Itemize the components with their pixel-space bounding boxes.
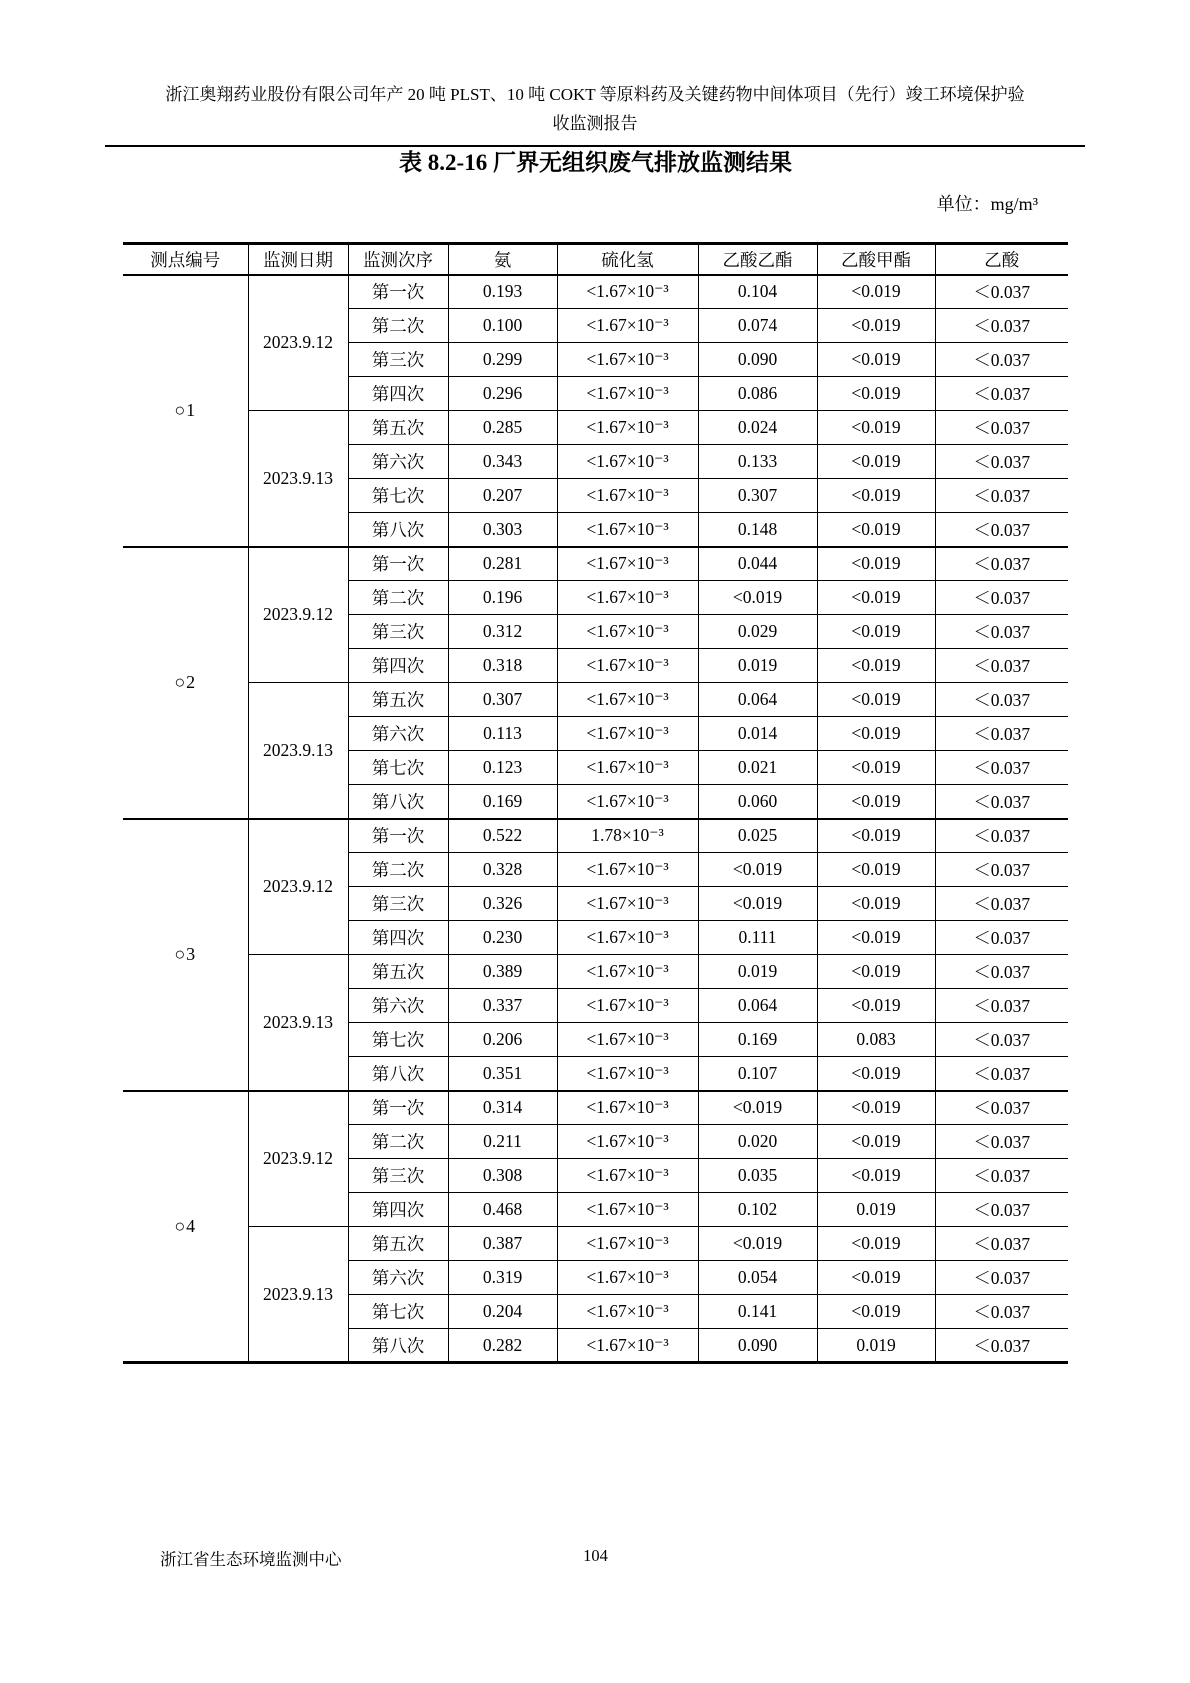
column-header-methyl-acetate: 乙酸甲酯	[817, 244, 935, 275]
value-cell: <1.67×10⁻³	[557, 1125, 698, 1159]
value-cell: <0.019	[817, 785, 935, 819]
value-cell: <0.019	[817, 921, 935, 955]
value-cell: <1.67×10⁻³	[557, 887, 698, 921]
date-cell: 2023.9.12	[248, 275, 348, 411]
value-cell: 0.326	[448, 887, 557, 921]
footer	[123, 1546, 1068, 1570]
sequence-cell: 第七次	[348, 1023, 448, 1057]
value-cell: ＜0.037	[935, 717, 1068, 751]
value-cell: 0.060	[698, 785, 817, 819]
value-cell: ＜0.037	[935, 955, 1068, 989]
monitoring-table	[123, 242, 1068, 1364]
date-cell: 2023.9.12	[248, 1091, 348, 1227]
column-header-date: 监测日期	[248, 244, 348, 275]
sequence-cell: 第八次	[348, 785, 448, 819]
sequence-cell: 第五次	[348, 1227, 448, 1261]
sequence-cell: 第三次	[348, 343, 448, 377]
table-row	[123, 411, 1068, 445]
value-cell: <1.67×10⁻³	[557, 853, 698, 887]
value-cell: <1.67×10⁻³	[557, 1023, 698, 1057]
value-cell: ＜0.037	[935, 1193, 1068, 1227]
point-id-cell: ○3	[123, 819, 248, 1091]
value-cell: <1.67×10⁻³	[557, 1227, 698, 1261]
value-cell: 0.086	[698, 377, 817, 411]
value-cell: <1.67×10⁻³	[557, 989, 698, 1023]
value-cell: <0.019	[817, 615, 935, 649]
value-cell: 0.285	[448, 411, 557, 445]
table-row	[123, 819, 1068, 853]
value-cell: <0.019	[817, 547, 935, 581]
value-cell: ＜0.037	[935, 513, 1068, 547]
value-cell: 0.328	[448, 853, 557, 887]
value-cell: <0.019	[817, 479, 935, 513]
sequence-cell: 第一次	[348, 275, 448, 309]
value-cell: 0.312	[448, 615, 557, 649]
value-cell: 0.014	[698, 717, 817, 751]
value-cell: ＜0.037	[935, 819, 1068, 853]
value-cell: 0.029	[698, 615, 817, 649]
value-cell: ＜0.037	[935, 1329, 1068, 1363]
value-cell: <0.019	[817, 1261, 935, 1295]
sequence-cell: 第八次	[348, 513, 448, 547]
value-cell: <0.019	[817, 1295, 935, 1329]
sequence-cell: 第三次	[348, 887, 448, 921]
value-cell: 0.141	[698, 1295, 817, 1329]
sequence-cell: 第七次	[348, 1295, 448, 1329]
value-cell: 0.148	[698, 513, 817, 547]
table-row	[123, 955, 1068, 989]
value-cell: 0.024	[698, 411, 817, 445]
value-cell: 0.035	[698, 1159, 817, 1193]
table-row	[123, 1091, 1068, 1125]
value-cell: ＜0.037	[935, 411, 1068, 445]
value-cell: ＜0.037	[935, 683, 1068, 717]
value-cell: 0.319	[448, 1261, 557, 1295]
value-cell: ＜0.037	[935, 887, 1068, 921]
value-cell: <1.67×10⁻³	[557, 1261, 698, 1295]
value-cell: <1.67×10⁻³	[557, 1159, 698, 1193]
value-cell: ＜0.037	[935, 615, 1068, 649]
point-id-cell: ○4	[123, 1091, 248, 1363]
value-cell: 0.064	[698, 989, 817, 1023]
value-cell: <1.67×10⁻³	[557, 751, 698, 785]
value-cell: <1.67×10⁻³	[557, 411, 698, 445]
report-header	[105, 80, 1085, 147]
value-cell: 0.206	[448, 1023, 557, 1057]
value-cell: <0.019	[817, 581, 935, 615]
sequence-cell: 第四次	[348, 921, 448, 955]
value-cell: <0.019	[817, 445, 935, 479]
value-cell: <1.67×10⁻³	[557, 479, 698, 513]
table-row	[123, 275, 1068, 309]
value-cell: <0.019	[817, 1227, 935, 1261]
value-cell: ＜0.037	[935, 649, 1068, 683]
sequence-cell: 第七次	[348, 479, 448, 513]
value-cell: 0.019	[698, 955, 817, 989]
date-cell: 2023.9.12	[248, 819, 348, 955]
page-number: 104	[583, 1546, 608, 1565]
value-cell: <1.67×10⁻³	[557, 1057, 698, 1091]
value-cell: <0.019	[817, 751, 935, 785]
value-cell: 0.282	[448, 1329, 557, 1363]
sequence-cell: 第二次	[348, 309, 448, 343]
value-cell: <0.019	[817, 1057, 935, 1091]
value-cell: 0.169	[448, 785, 557, 819]
table-header-row	[123, 244, 1068, 275]
value-cell: ＜0.037	[935, 445, 1068, 479]
value-cell: 0.318	[448, 649, 557, 683]
value-cell: <1.67×10⁻³	[557, 377, 698, 411]
value-cell: 0.025	[698, 819, 817, 853]
value-cell: 1.78×10⁻³	[557, 819, 698, 853]
date-cell: 2023.9.13	[248, 683, 348, 819]
value-cell: 0.296	[448, 377, 557, 411]
column-header-ammonia: 氨	[448, 244, 557, 275]
sequence-cell: 第四次	[348, 377, 448, 411]
table-row	[123, 547, 1068, 581]
value-cell: ＜0.037	[935, 1023, 1068, 1057]
value-cell: 0.307	[448, 683, 557, 717]
sequence-cell: 第三次	[348, 1159, 448, 1193]
value-cell: <1.67×10⁻³	[557, 547, 698, 581]
value-cell: 0.230	[448, 921, 557, 955]
sequence-cell: 第二次	[348, 1125, 448, 1159]
value-cell: <0.019	[817, 955, 935, 989]
sequence-cell: 第八次	[348, 1329, 448, 1363]
table-body	[123, 275, 1068, 1363]
unit-label: 单位：mg/m³	[936, 194, 1038, 214]
value-cell: ＜0.037	[935, 479, 1068, 513]
sequence-cell: 第四次	[348, 649, 448, 683]
column-header-h2s: 硫化氢	[557, 244, 698, 275]
value-cell: 0.113	[448, 717, 557, 751]
sequence-cell: 第四次	[348, 1193, 448, 1227]
value-cell: <1.67×10⁻³	[557, 581, 698, 615]
value-cell: <1.67×10⁻³	[557, 309, 698, 343]
value-cell: 0.104	[698, 275, 817, 309]
value-cell: <0.019	[817, 411, 935, 445]
value-cell: ＜0.037	[935, 1261, 1068, 1295]
table-title: 表 8.2-16 厂界无组织废气排放监测结果	[399, 150, 792, 175]
footer-organization: 浙江省生态环境监测中心	[160, 1550, 342, 1569]
date-cell: 2023.9.13	[248, 411, 348, 547]
value-cell: 0.389	[448, 955, 557, 989]
value-cell: ＜0.037	[935, 751, 1068, 785]
value-cell: <1.67×10⁻³	[557, 955, 698, 989]
value-cell: 0.308	[448, 1159, 557, 1193]
value-cell: 0.123	[448, 751, 557, 785]
value-cell: 0.299	[448, 343, 557, 377]
value-cell: 0.207	[448, 479, 557, 513]
report-header-line2: 收监测报告	[552, 114, 638, 133]
value-cell: <0.019	[817, 649, 935, 683]
value-cell: 0.090	[698, 1329, 817, 1363]
point-id-cell: ○1	[123, 275, 248, 547]
value-cell: <1.67×10⁻³	[557, 1091, 698, 1125]
sequence-cell: 第五次	[348, 683, 448, 717]
value-cell: <1.67×10⁻³	[557, 615, 698, 649]
report-header-line1: 浙江奥翔药业股份有限公司年产 20 吨 PLST、10 吨 COKT 等原料药及关键药物中间体项目（先行）竣工环境保护验	[165, 85, 1025, 104]
value-cell: 0.074	[698, 309, 817, 343]
value-cell: ＜0.037	[935, 1159, 1068, 1193]
value-cell: <0.019	[698, 581, 817, 615]
sequence-cell: 第六次	[348, 1261, 448, 1295]
sequence-cell: 第六次	[348, 717, 448, 751]
sequence-cell: 第一次	[348, 547, 448, 581]
value-cell: ＜0.037	[935, 581, 1068, 615]
value-cell: ＜0.037	[935, 1295, 1068, 1329]
value-cell: 0.196	[448, 581, 557, 615]
value-cell: <1.67×10⁻³	[557, 717, 698, 751]
value-cell: ＜0.037	[935, 921, 1068, 955]
value-cell: 0.307	[698, 479, 817, 513]
value-cell: <0.019	[698, 1091, 817, 1125]
value-cell: <0.019	[817, 887, 935, 921]
date-cell: 2023.9.13	[248, 1227, 348, 1363]
table-row	[123, 1227, 1068, 1261]
value-cell: ＜0.037	[935, 1125, 1068, 1159]
value-cell: <0.019	[817, 343, 935, 377]
sequence-cell: 第七次	[348, 751, 448, 785]
value-cell: 0.351	[448, 1057, 557, 1091]
value-cell: <0.019	[817, 377, 935, 411]
value-cell: 0.193	[448, 275, 557, 309]
value-cell: 0.204	[448, 1295, 557, 1329]
value-cell: ＜0.037	[935, 309, 1068, 343]
value-cell: 0.019	[817, 1193, 935, 1227]
value-cell: 0.100	[448, 309, 557, 343]
column-header-point-id: 测点编号	[123, 244, 248, 275]
value-cell: ＜0.037	[935, 547, 1068, 581]
value-cell: ＜0.037	[935, 1227, 1068, 1261]
date-cell: 2023.9.13	[248, 955, 348, 1091]
value-cell: 0.044	[698, 547, 817, 581]
sequence-cell: 第一次	[348, 819, 448, 853]
table-row	[123, 683, 1068, 717]
value-cell: 0.107	[698, 1057, 817, 1091]
value-cell: <0.019	[817, 513, 935, 547]
value-cell: <1.67×10⁻³	[557, 1295, 698, 1329]
value-cell: <1.67×10⁻³	[557, 683, 698, 717]
value-cell: 0.281	[448, 547, 557, 581]
sequence-cell: 第六次	[348, 445, 448, 479]
value-cell: ＜0.037	[935, 853, 1068, 887]
value-cell: 0.169	[698, 1023, 817, 1057]
value-cell: ＜0.037	[935, 343, 1068, 377]
value-cell: <1.67×10⁻³	[557, 343, 698, 377]
value-cell: <0.019	[817, 989, 935, 1023]
value-cell: 0.343	[448, 445, 557, 479]
value-cell: <1.67×10⁻³	[557, 1329, 698, 1363]
sequence-cell: 第八次	[348, 1057, 448, 1091]
sequence-cell: 第二次	[348, 581, 448, 615]
value-cell: <0.019	[817, 1159, 935, 1193]
value-cell: <0.019	[698, 887, 817, 921]
value-cell: <0.019	[817, 853, 935, 887]
value-cell: <1.67×10⁻³	[557, 513, 698, 547]
value-cell: ＜0.037	[935, 377, 1068, 411]
value-cell: 0.020	[698, 1125, 817, 1159]
value-cell: <1.67×10⁻³	[557, 921, 698, 955]
value-cell: <0.019	[698, 1227, 817, 1261]
value-cell: <1.67×10⁻³	[557, 1193, 698, 1227]
value-cell: ＜0.037	[935, 275, 1068, 309]
sequence-cell: 第三次	[348, 615, 448, 649]
value-cell: <0.019	[817, 717, 935, 751]
value-cell: 0.468	[448, 1193, 557, 1227]
value-cell: ＜0.037	[935, 1091, 1068, 1125]
value-cell: <0.019	[817, 309, 935, 343]
value-cell: 0.019	[817, 1329, 935, 1363]
value-cell: <0.019	[817, 1125, 935, 1159]
sequence-cell: 第六次	[348, 989, 448, 1023]
value-cell: <0.019	[817, 275, 935, 309]
value-cell: 0.064	[698, 683, 817, 717]
value-cell: 0.387	[448, 1227, 557, 1261]
date-cell: 2023.9.12	[248, 547, 348, 683]
value-cell: <0.019	[817, 683, 935, 717]
sequence-cell: 第五次	[348, 955, 448, 989]
column-header-acetic-acid: 乙酸	[935, 244, 1068, 275]
value-cell: 0.019	[698, 649, 817, 683]
value-cell: ＜0.037	[935, 785, 1068, 819]
value-cell: 0.522	[448, 819, 557, 853]
value-cell: 0.111	[698, 921, 817, 955]
column-header-ethyl-acetate: 乙酸乙酯	[698, 244, 817, 275]
value-cell: 0.090	[698, 343, 817, 377]
value-cell: <0.019	[698, 853, 817, 887]
sequence-cell: 第二次	[348, 853, 448, 887]
value-cell: <0.019	[817, 819, 935, 853]
value-cell: 0.133	[698, 445, 817, 479]
value-cell: 0.054	[698, 1261, 817, 1295]
value-cell: <1.67×10⁻³	[557, 275, 698, 309]
value-cell: <1.67×10⁻³	[557, 785, 698, 819]
value-cell: 0.211	[448, 1125, 557, 1159]
value-cell: ＜0.037	[935, 989, 1068, 1023]
value-cell: 0.102	[698, 1193, 817, 1227]
sequence-cell: 第一次	[348, 1091, 448, 1125]
value-cell: <1.67×10⁻³	[557, 445, 698, 479]
point-id-cell: ○2	[123, 547, 248, 819]
sequence-cell: 第五次	[348, 411, 448, 445]
column-header-sequence: 监测次序	[348, 244, 448, 275]
value-cell: 0.337	[448, 989, 557, 1023]
value-cell: ＜0.037	[935, 1057, 1068, 1091]
value-cell: <0.019	[817, 1091, 935, 1125]
value-cell: 0.314	[448, 1091, 557, 1125]
value-cell: 0.303	[448, 513, 557, 547]
value-cell: <1.67×10⁻³	[557, 649, 698, 683]
value-cell: 0.021	[698, 751, 817, 785]
value-cell: 0.083	[817, 1023, 935, 1057]
